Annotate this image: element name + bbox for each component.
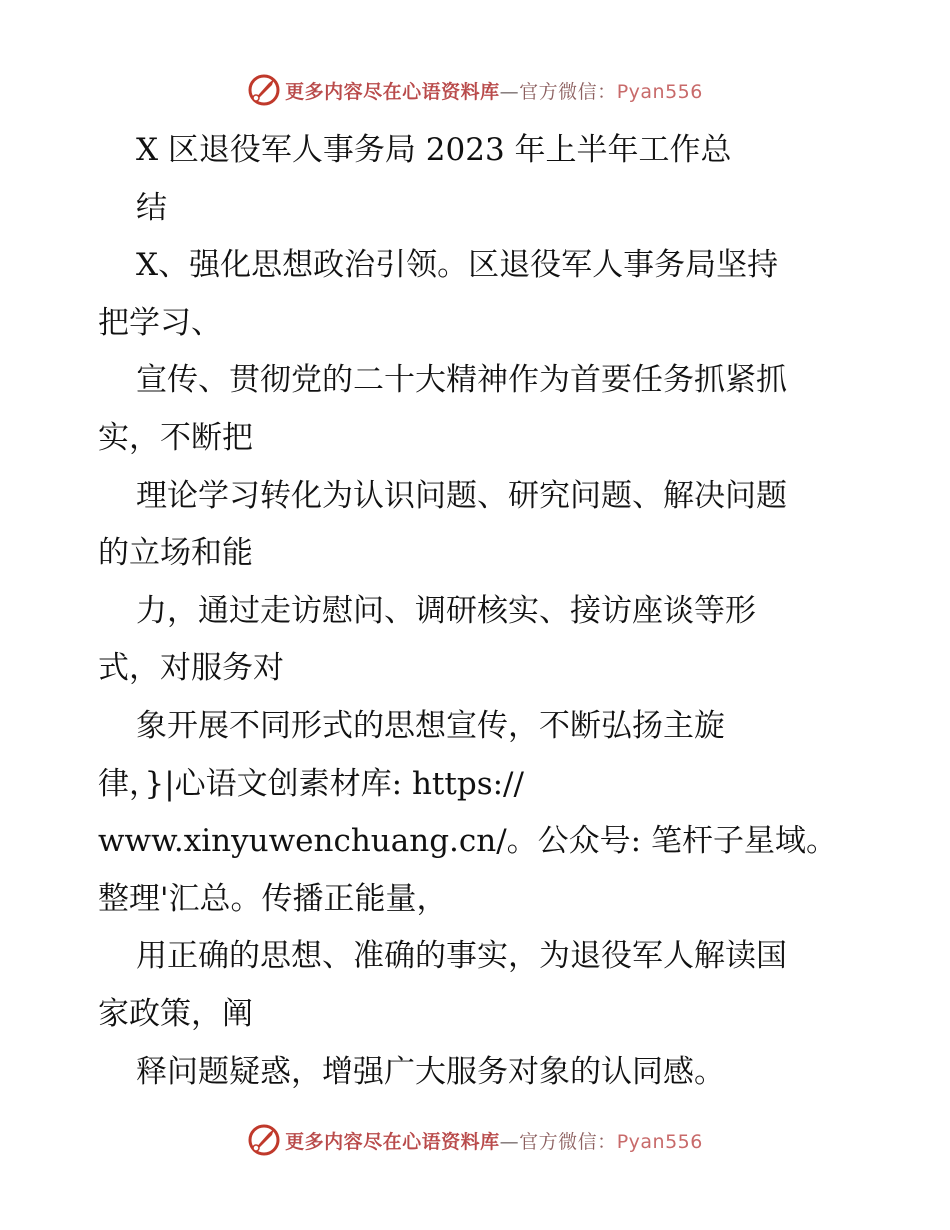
paragraph-line: 理论学习转化为认识问题、研究问题、解决问题 <box>136 477 787 514</box>
header-banner-official: 官方微信： <box>519 80 617 103</box>
paragraph-line: 的立场和能 <box>98 535 253 572</box>
paragraph-line: 释问题疑惑，增强广大服务对象的认同感。 <box>136 1053 725 1090</box>
paragraph-line: 象开展不同形式的思想宣传，不断弘扬主旋 <box>136 707 725 744</box>
footer-banner-main: 更多内容尽在心语资料库 <box>285 1130 500 1153</box>
paragraph-line: 用正确的思想、准确的事实，为退役军人解读国 <box>136 938 787 975</box>
header-banner-wechat-id: Pyan556 <box>616 80 703 103</box>
paragraph-line: 宣传、贯彻党的二十大精神作为首要任务抓紧抓 <box>136 362 787 399</box>
paragraph-line: 式，对服务对 <box>98 650 284 687</box>
paragraph-line: 把学习、 <box>98 304 222 341</box>
document-title-line-2: 结 <box>136 189 167 226</box>
quill-pen-logo-icon <box>247 1123 281 1157</box>
footer-banner-separator: — <box>499 1130 520 1153</box>
header-banner-main: 更多内容尽在心语资料库 <box>285 80 500 103</box>
quill-pen-logo-icon <box>247 73 281 107</box>
header-banner-text <box>285 77 703 104</box>
paragraph-line: X、强化思想政治引领。区退役军人事务局坚持 <box>136 247 779 284</box>
document-body <box>98 122 868 1101</box>
footer-banner-wechat-id: Pyan556 <box>616 1130 703 1153</box>
footer-banner <box>0 1120 950 1160</box>
header-banner-separator: — <box>499 80 520 103</box>
footer-banner-text <box>285 1127 703 1154</box>
header-banner <box>0 70 950 110</box>
paragraph-line: 律，}|心语文创素材库: https:// <box>98 765 524 802</box>
paragraph-line: 家政策，阐 <box>98 995 253 1032</box>
paragraph-line: 实，不断把 <box>98 419 253 456</box>
document-title-line-1: X 区退役军人事务局 2023 年上半年工作总 <box>136 132 732 168</box>
footer-banner-official: 官方微信： <box>519 1130 617 1153</box>
paragraph-line: www.xinyuwenchuang.cn/。公众号: 笔杆子星域。 <box>98 823 837 860</box>
paragraph-line: 整理'汇总。传播正能量， <box>98 880 448 917</box>
paragraph-line: 力，通过走访慰问、调研核实、接访座谈等形 <box>136 592 756 629</box>
